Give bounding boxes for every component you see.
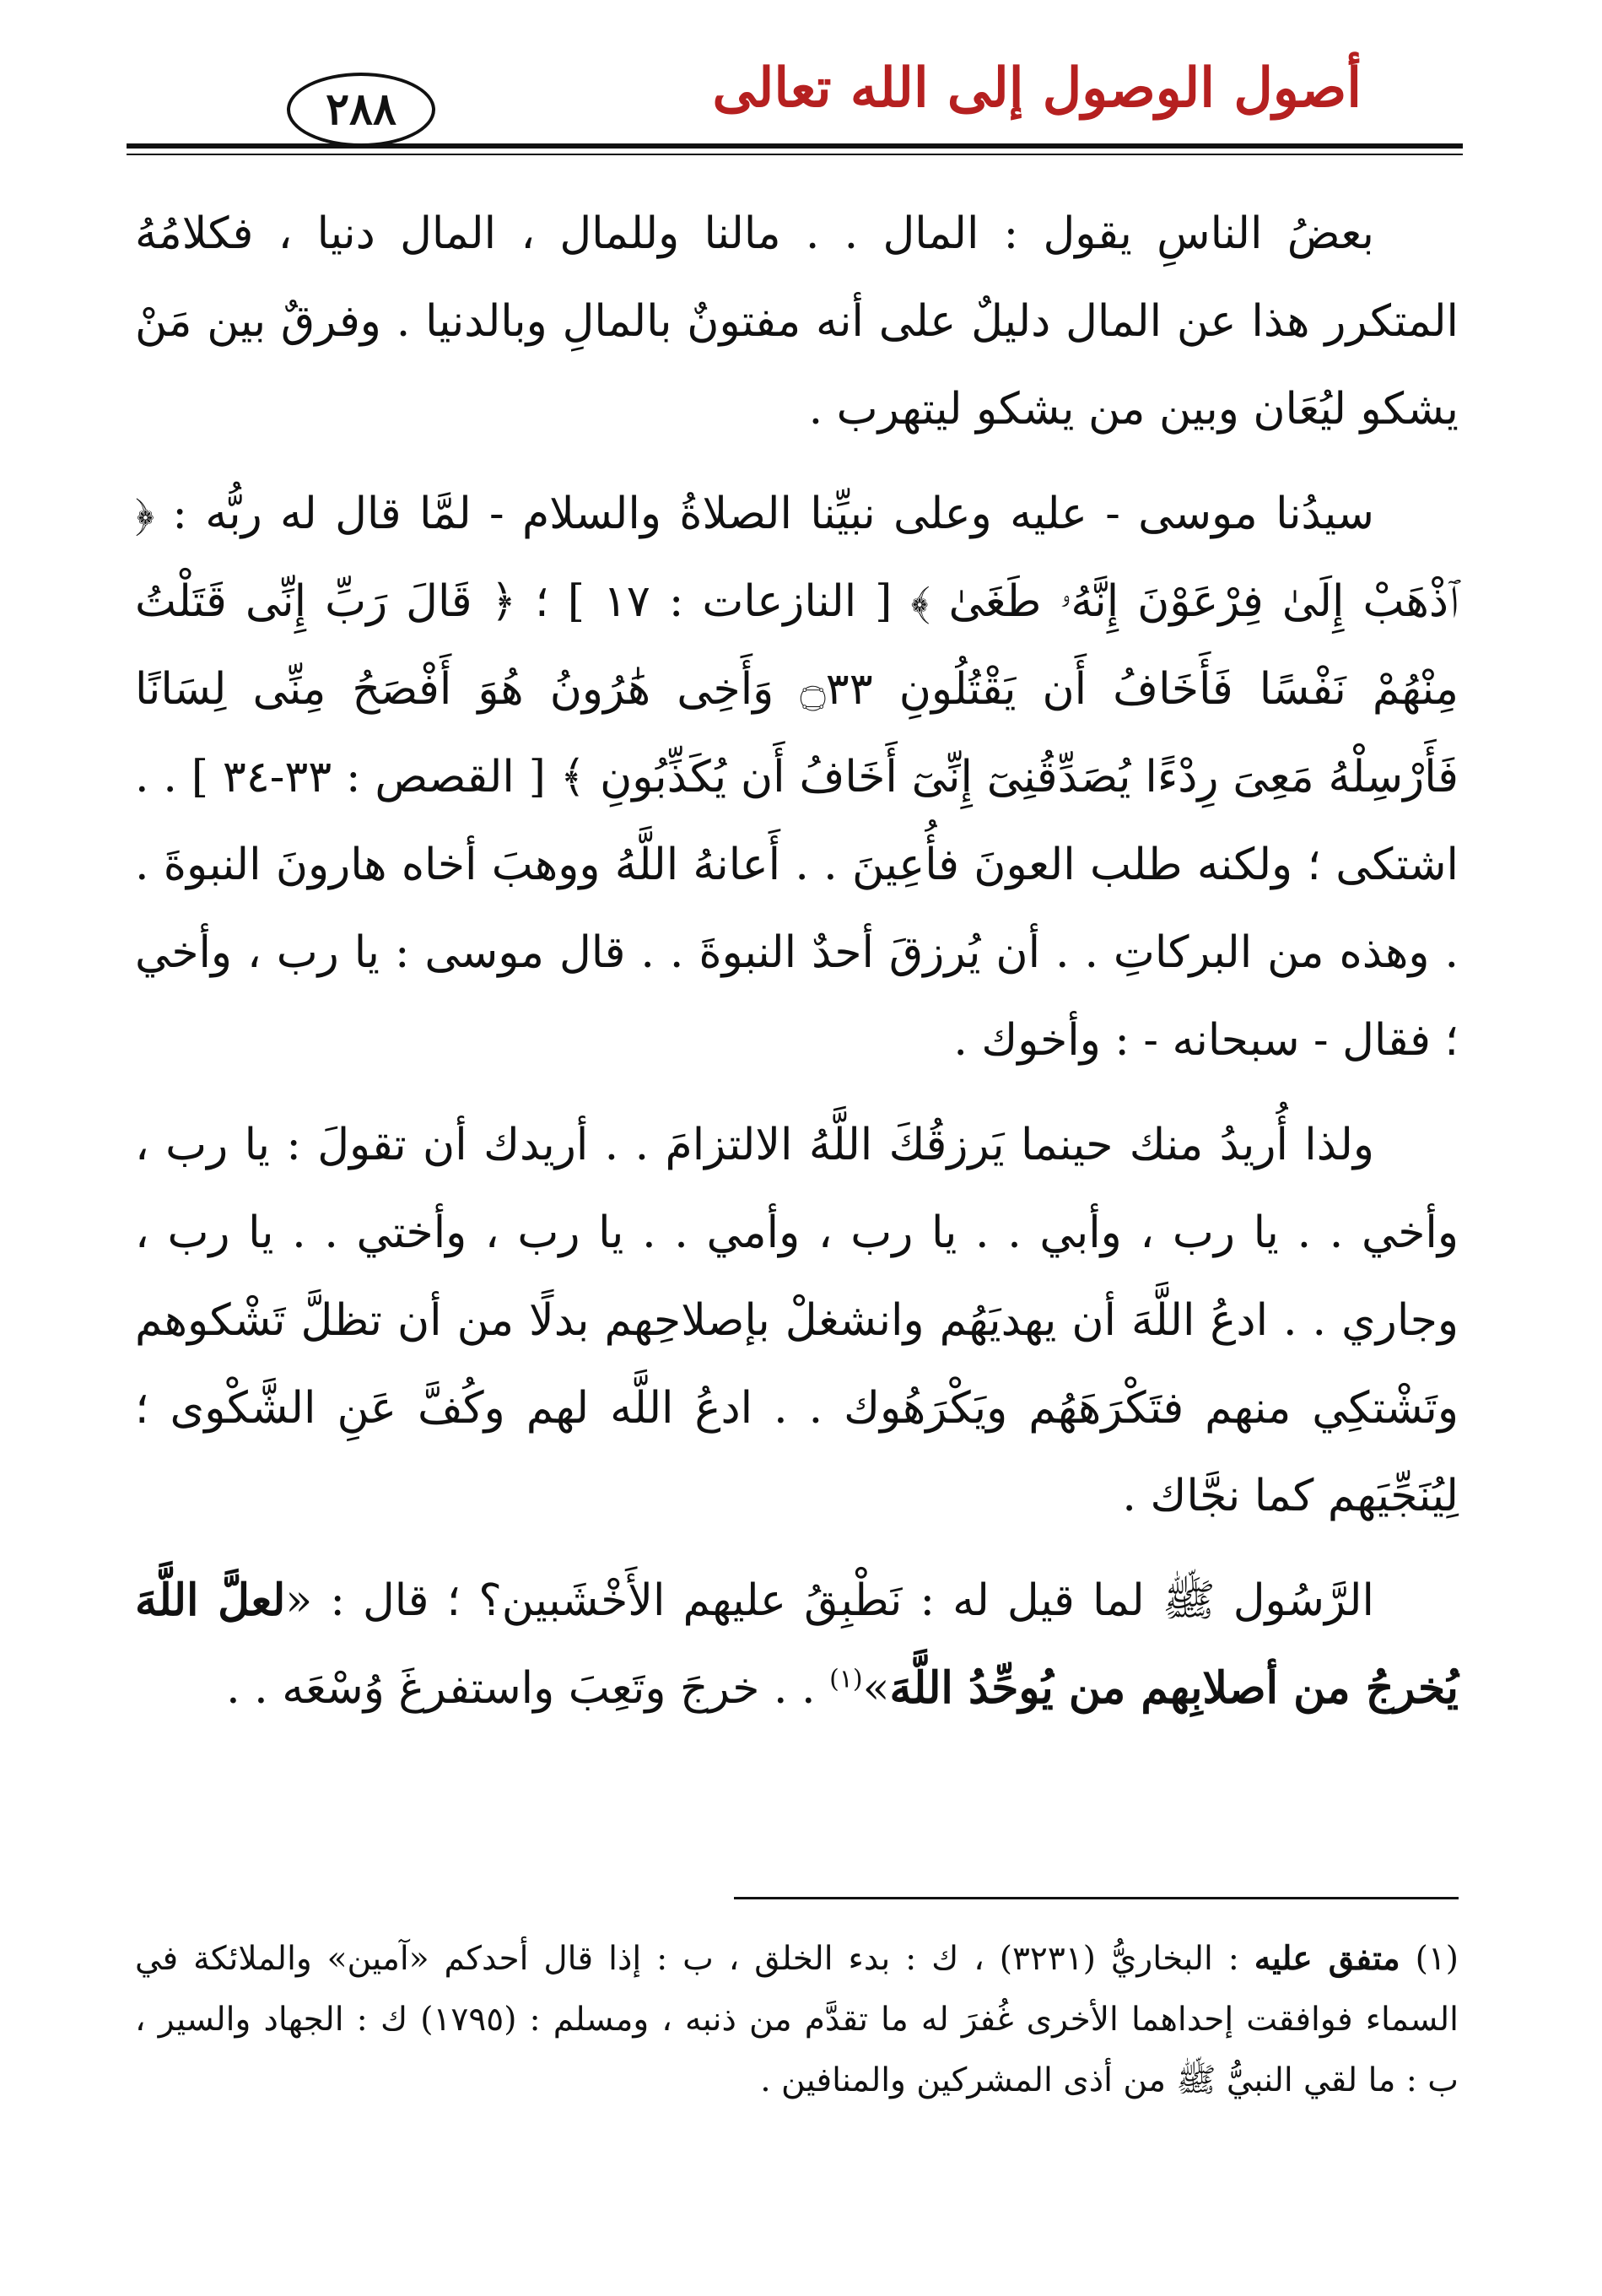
hadith-quote: لعلَّ اللَّهَ يُخرجُ من أصلابِهم من يُوحِّدُ اللَّهَ xyxy=(135,1575,1459,1714)
footnote-separator xyxy=(734,1897,1459,1899)
footnote-ref: (١) xyxy=(829,1664,863,1694)
header-rule-thick xyxy=(127,143,1463,149)
book-title: أصول الوصول إلى الله تعالى xyxy=(712,57,1362,120)
quote-close: » xyxy=(862,1663,890,1714)
footnote-text: : البخاريُّ (٣٢٣١) ، ك : بدء الخلق ، ب : إذا قال أحدكم «آمين» والملائكة في السماء فوافقت إحداهما الأخرى غُفرَ له ما تقدَّم من ذنبه ، ومسلم : (١٧٩٥) ك : الجهاد والسير ، ب : ما لقي النبيُّ ﷺ من أذى المشركين والمنافين . xyxy=(135,1940,1459,2099)
page-header xyxy=(127,49,1463,150)
paragraph-4-intro: الرَّسُول ﷺ لما قيل له : نَطْبِقُ عليهم الأَخْشَبين؟ ؛ قال : « xyxy=(285,1575,1374,1626)
footnote-number: (١) xyxy=(1415,1940,1459,1978)
footnote-lead: متفق عليه xyxy=(1254,1939,1400,1978)
header-rule-thin xyxy=(127,154,1463,155)
footnote-1 xyxy=(135,1928,1459,2111)
paragraph-2: سيدُنا موسى - عليه وعلى نبيِّنا الصلاةُ والسلام - لمَّا قال له ربُّه : ﴿ ٱذْهَبْ إِلَىٰ فِرْعَوْنَ إِنَّهُۥ طَغَىٰ ﴾ [ النازعات : ١٧ ] ؛ ﴿ قَالَ رَبِّ إِنِّى قَتَلْتُ مِنْهُمْ نَفْسًا فَأَخَافُ أَن يَقْتُلُونِ ۝٣٣ وَأَخِى هَٰرُونُ هُوَ أَفْصَحُ مِنِّى لِسَانًا فَأَرْسِلْهُ مَعِىَ رِدْءًا يُصَدِّقُنِىٓ إِنِّىٓ أَخَافُ أَن يُكَذِّبُونِ ﴾ [ القصص : ٣٣-٣٤ ] . . اشتكى ؛ ولكنه طلب العونَ فأُعِينَ . . أَعانهُ اللَّهُ ووهبَ أخاه هارونَ النبوةَ . . وهذه من البركاتِ . . أن يُرزقَ أحدٌ النبوةَ . . قال موسى : يا رب ، وأخي ؛ فقال - سبحانه - : وأخوك . xyxy=(135,489,1459,1066)
footnotes xyxy=(135,1928,1459,2111)
paragraph-4 xyxy=(135,1557,1459,1732)
paragraph-1: بعضُ الناسِ يقول : المال . . مالنا وللمال ، المال دنيا ، فكلامُهُ المتكرر هذا عن المال دليلٌ على أنه مفتونٌ بالمالِ وبالدنيا . وفرقٌ بين مَنْ يشكو ليُعَان وبين من يشكو ليتهرب . xyxy=(135,208,1459,435)
paragraph-4-end: . . خرجَ وتَعِبَ واستفرغَ وُسْعَه . . xyxy=(226,1663,830,1714)
paragraph-3: ولذا أُريدُ منك حينما يَرزقُكَ اللَّهُ الالتزامَ . . أريدك أن تقولَ : يا رب ، وأخي . . يا رب ، وأبي . . يا رب ، وأمي . . يا رب ، وأختي . . يا رب ، وجاري . . ادعُ اللَّهَ أن يهديَهُم وانشغلْ بإصلاحِهم بدلًا من أن تظلَّ تَشْكوهم وتَشْتكِي منهم فتَكْرَهَهُم ويَكْرَهُوك . . ادعُ اللَّه لهم وكُفَّ عَنِ الشَّكْوى ؛ لِيُنَجِّيَهم كما نجَّاك . xyxy=(135,1120,1459,1521)
page-number: ٢٨٨ xyxy=(287,73,435,147)
main-text xyxy=(135,190,1459,1749)
